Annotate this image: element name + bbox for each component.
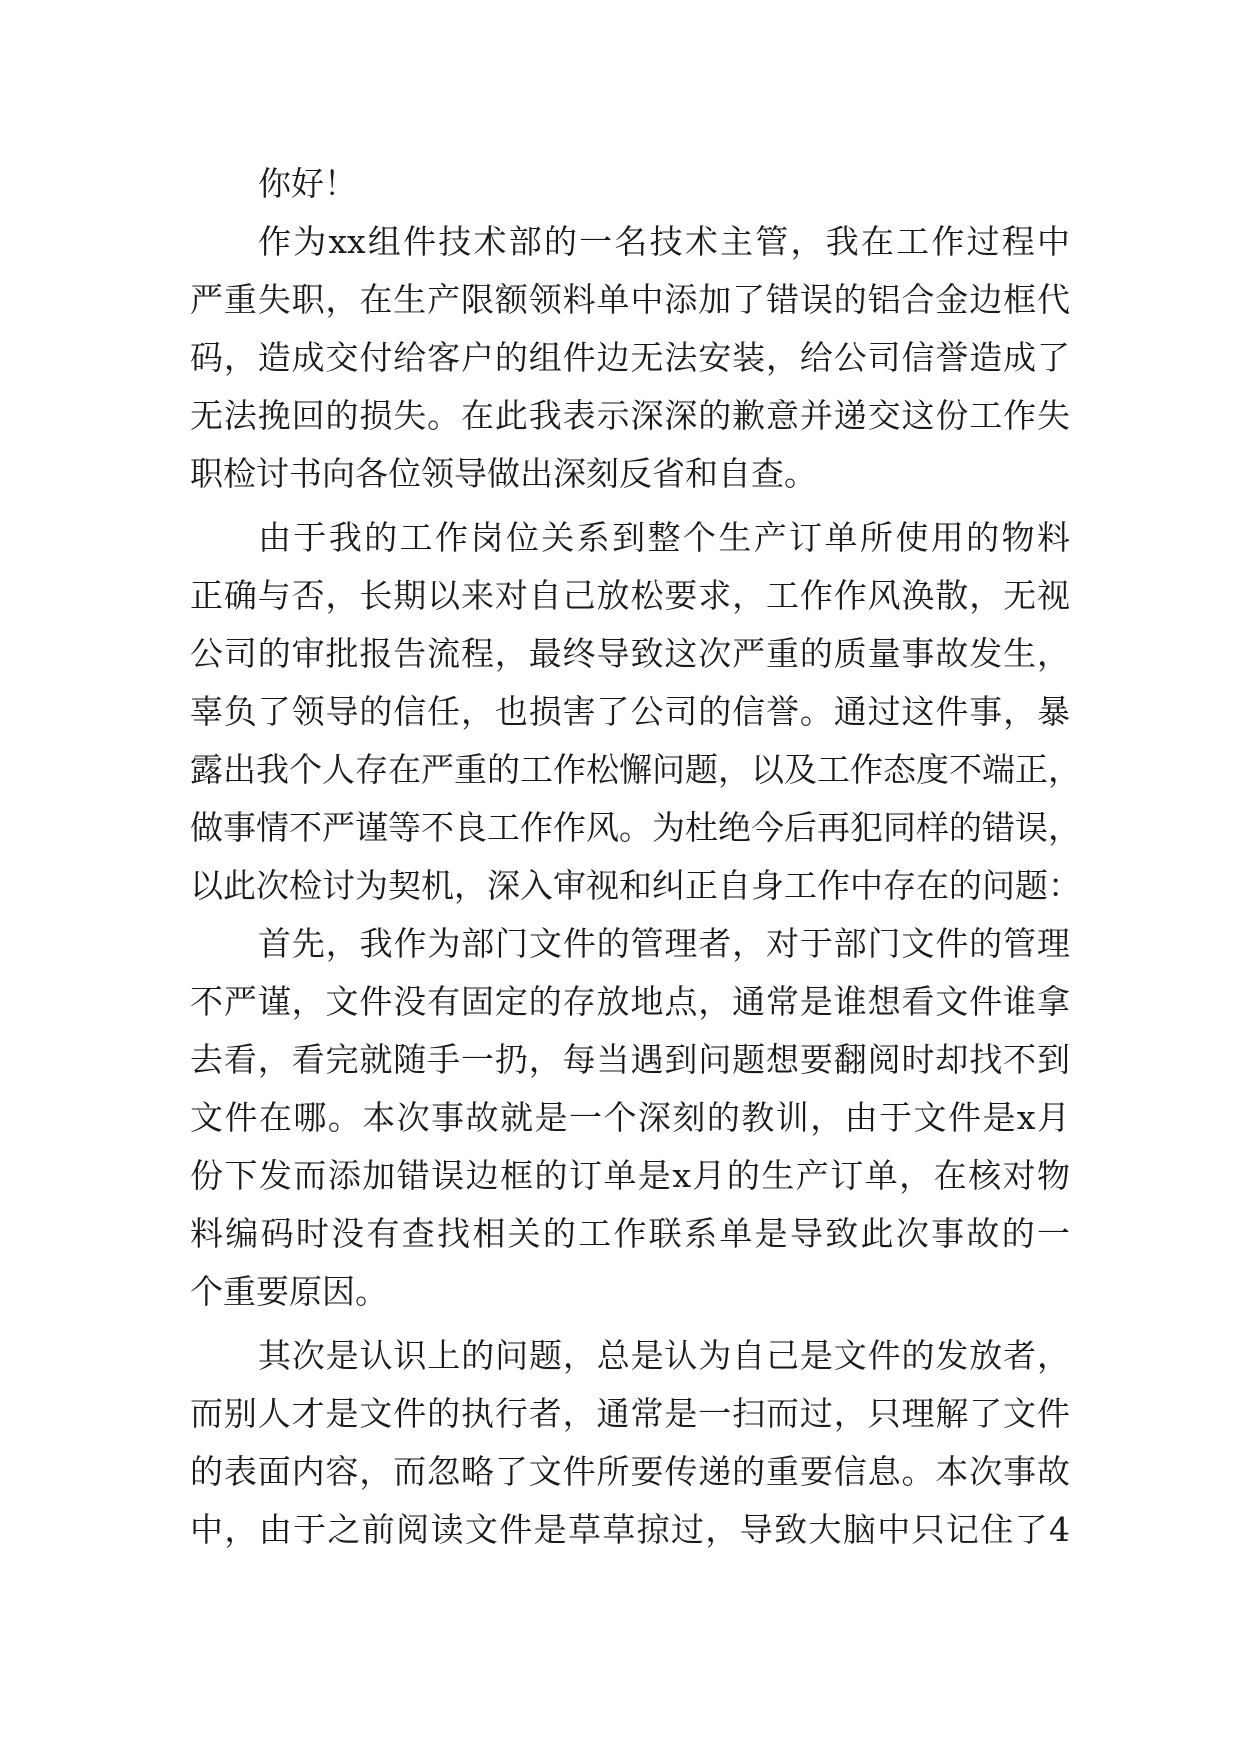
paragraph-4-line-4: 中，由于之前阅读文件是草草掠过，导致大脑中只记住了4 [190,1510,1070,1549]
paragraph-3-line-2: 不严谨，文件没有固定的存放地点，通常是谁想看文件谁拿 [190,982,1070,1021]
paragraph-3-line-6: 料编码时没有查找相关的工作联系单是导致此次事故的一 [190,1214,1070,1253]
paragraph-1-line-2: 严重失职，在生产限额领料单中添加了错误的铝合金边框代 [190,280,1070,319]
paragraph-3-line-1: 首先，我作为部门文件的管理者，对于部门文件的管理 [258,924,1070,963]
paragraph-1-line-1: 作为xx组件技术部的一名技术主管，我在工作过程中 [258,222,1070,261]
paragraph-1-line-3: 码，造成交付给客户的组件边无法安装，给公司信誉造成了 [190,338,1070,377]
paragraph-2-line-7: 以此次检讨为契机，深入审视和纠正自身工作中存在的问题： [190,866,1081,905]
paragraph-1-line-5: 职检讨书向各位领导做出深刻反省和自查。 [190,454,817,493]
paragraph-4-line-3: 的表面内容，而忽略了文件所要传递的重要信息。本次事故 [190,1452,1070,1491]
paragraph-2-line-5: 露出我个人存在严重的工作松懈问题，以及工作态度不端正， [190,750,1081,789]
paragraph-2-line-2: 正确与否，长期以来对自己放松要求，工作作风涣散，无视 [190,576,1070,615]
paragraph-1-line-4: 无法挽回的损失。在此我表示深深的歉意并递交这份工作失 [190,396,1070,435]
paragraph-3-line-3: 去看，看完就随手一扔，每当遇到问题想要翻阅时却找不到 [190,1040,1070,1079]
paragraph-3-line-4: 文件在哪。本次事故就是一个深刻的教训，由于文件是x月 [190,1098,1070,1137]
paragraph-4-line-1: 其次是认识上的问题，总是认为自己是文件的发放者， [258,1336,1070,1375]
paragraph-4-line-2: 而别人才是文件的执行者，通常是一扫而过，只理解了文件 [190,1394,1070,1433]
paragraph-3-line-7: 个重要原因。 [190,1272,388,1311]
paragraph-3-line-5: 份下发而添加错误边框的订单是x月的生产订单，在核对物 [190,1156,1070,1195]
greeting-line: 你好！ [258,164,357,203]
paragraph-2-line-6: 做事情不严谨等不良工作作风。为杜绝今后再犯同样的错误， [190,808,1081,847]
paragraph-2-line-1: 由于我的工作岗位关系到整个生产订单所使用的物料 [258,518,1070,557]
paragraph-2-line-4: 辜负了领导的信任，也损害了公司的信誉。通过这件事，暴 [190,692,1070,731]
paragraph-2-line-3: 公司的审批报告流程，最终导致这次严重的质量事故发生， [190,634,1070,673]
